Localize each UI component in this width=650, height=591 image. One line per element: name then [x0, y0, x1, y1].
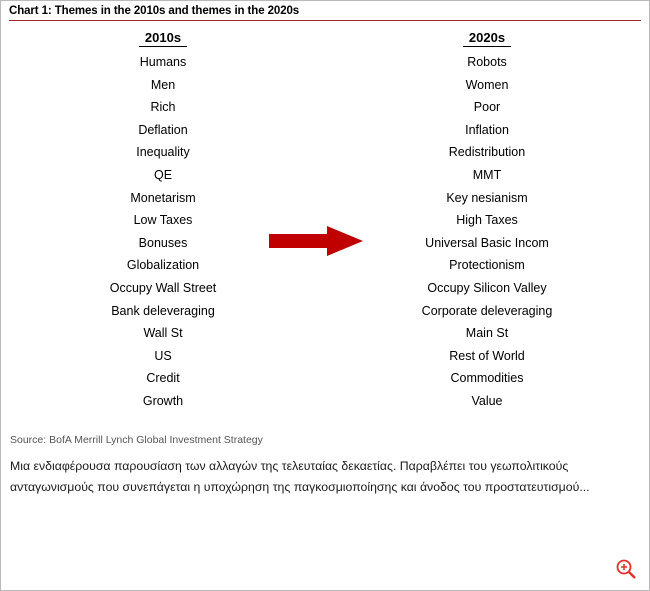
page-title: Chart 1: Themes in the 2010s and themes in the 2020s [9, 5, 300, 17]
list-item: Wall St [143, 326, 183, 341]
list-item: Rich [150, 100, 176, 115]
list-item: Key nesianism [446, 190, 528, 205]
list-item: Bank deleveraging [111, 303, 215, 318]
list-item: Occupy Silicon Valley [427, 280, 547, 295]
list-item: High Taxes [456, 213, 518, 228]
list-item: Rest of World [449, 348, 525, 363]
chart-body [1, 21, 649, 429]
list-item: Corporate deleveraging [421, 303, 553, 318]
column-2020s [325, 29, 649, 413]
list-item: Universal Basic Incom [425, 235, 549, 250]
list-item: Value [471, 393, 503, 408]
list-2020s [325, 51, 649, 413]
source-note: Source: BofA Merrill Lynch Global Investment Strategy [10, 434, 263, 446]
column-header-2010s: 2010s [139, 30, 187, 47]
list-item: MMT [472, 167, 502, 182]
list-item: Globalization [126, 258, 200, 273]
column-2010s [1, 29, 325, 413]
list-item: Women [465, 77, 509, 92]
list-item: QE [153, 167, 173, 182]
list-item: Deflation [138, 122, 188, 137]
list-item: Monetarism [130, 190, 196, 205]
zoom-icon[interactable] [615, 558, 637, 580]
caption-text: Μια ενδιαφέρουσα παρουσίαση των αλλαγών της τελευταίας δεκαετίας. Παραβλέπει του γεωπολιτικούς ανταγωνισμούς που συνεπάγεται η υποχώρηση της παγκοσμιοποίησης και άνοδος του προστατευτισμού... [10, 459, 590, 494]
list-item: Credit [146, 371, 180, 386]
list-item: Inflation [465, 122, 509, 137]
list-item: Humans [139, 55, 187, 69]
list-item: Occupy Wall Street [109, 280, 217, 295]
list-item: Men [150, 77, 176, 92]
list-item: Low Taxes [133, 213, 193, 228]
red-right-arrow-icon [269, 226, 363, 256]
themes-columns [1, 29, 649, 413]
list-item: Inequality [136, 145, 190, 160]
list-item: Commodities [450, 371, 524, 386]
list-item: Robots [467, 55, 507, 69]
list-item: US [154, 348, 172, 363]
list-item: Poor [473, 100, 501, 115]
list-item: Redistribution [448, 145, 526, 160]
list-item: Protectionism [449, 258, 525, 273]
list-item: Bonuses [138, 235, 188, 250]
list-item: Growth [142, 393, 184, 408]
column-header-2020s: 2020s [463, 30, 511, 47]
list-item: Main St [465, 326, 509, 341]
